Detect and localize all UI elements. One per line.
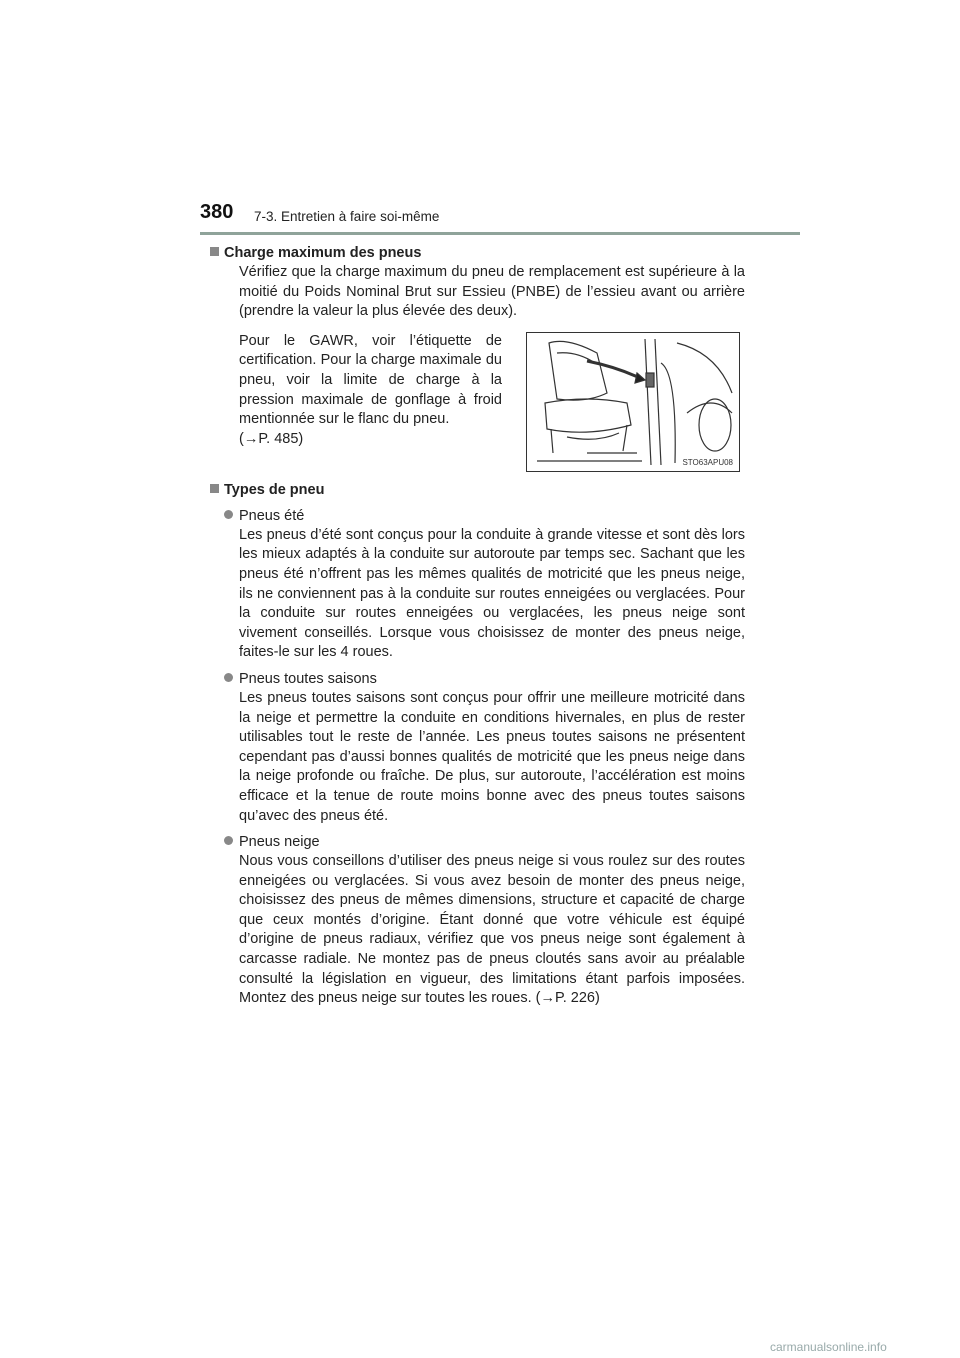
certification-label-illustration <box>526 332 740 472</box>
heading-text: Types de pneu <box>224 481 325 498</box>
header-divider <box>200 232 800 235</box>
paragraph-pneus-ete: Les pneus d’été sont conçus pour la conduite à grande vitesse et sont dès lors les mieux adaptés à la conduite sur autoroute par temps sec. Sachant que les pneus été n’offrent pas les mêmes qualités de motricité que les pneus neige, ils ne conviennent pas à la conduite sur routes enneigées ou verglacées. Pour la conduite sur routes enneigées ou verglacées, les pneus neige sont vivement conseillés. Lorsque vous choisissez de monter des pneus neige, faites-le sur les 4 roues. <box>239 526 745 661</box>
figure-block <box>210 332 745 480</box>
gawr-text: Pour le GAWR, voir l’étiquette de certification. Pour la charge maximale du pneu, voir la limite de charge à la pression maximale de gonflage à froid mentionnée sur le flanc du pneu. <box>239 332 502 428</box>
square-bullet-icon <box>210 247 219 256</box>
paragraph-pneus-neige: Nous vous conseillons d’utiliser des pneus neige si vous roulez sur des routes enneigées ou verglacées. Si vous avez besoin de monter des pneus neige, choisissez des pneus de mêmes dimensions, structure et capacité de charge que ceux montés d’origine. Étant donné que votre véhicule est équipé d’origine de pneus radiaux, vérifiez que vos pneus neige sont également à carcasse radiale. Ne montez pas de pneus cloutés sans avoir au préalable consulté la législation en vigueur, des limitations étant parfois imposées. Montez des pneus neige sur toutes les roues. (→P. 226) <box>239 853 745 1007</box>
heading-charge-maximum <box>210 243 745 263</box>
paragraph-pneus-toutes-saisons: Les pneus toutes saisons sont conçus pour offrir une meilleure motricité dans la neige et permettre la conduite en conditions hivernales, en plus de rester utilisables tout le reste de l’année. Les pneus toutes saisons ne présentent cependant pas d’aussi bonnes qualités de motricité que les pneus neige dans la neige profonde ou fraîche. De plus, sur autoroute, l’accélération est moins efficace et la tenue de route moins bonne avec des pneus toutes saisons qu’avec des pneus été. <box>239 689 745 824</box>
bullet-title: Pneus neige <box>239 834 320 851</box>
circle-bullet-icon <box>224 510 233 519</box>
heading-types-de-pneu <box>210 480 745 500</box>
car-door-pillar-drawing <box>527 333 738 470</box>
paragraph-gawr <box>239 332 502 450</box>
bullet-pneus-neige <box>224 832 745 852</box>
watermark: carmanualsonline.info <box>770 1340 887 1354</box>
bullet-pneus-toutes-saisons <box>224 669 745 689</box>
circle-bullet-icon <box>224 673 233 682</box>
bullet-title: Pneus toutes saisons <box>239 670 377 687</box>
figure-code: STO63APU08 <box>682 457 733 467</box>
page-number: 380 <box>200 201 234 223</box>
circle-bullet-icon <box>224 836 233 845</box>
bullet-title: Pneus été <box>239 507 305 524</box>
bullet-pneus-ete <box>224 506 745 526</box>
section-title: 7-3. Entretien à faire soi-même <box>254 209 440 224</box>
square-bullet-icon <box>210 484 219 493</box>
page-reference: (→P. 485) <box>239 430 304 447</box>
page-content <box>210 243 745 1009</box>
heading-text: Charge maximum des pneus <box>224 245 422 261</box>
paragraph-charge-maximum: Vérifiez que la charge maximum du pneu de remplacement est supérieure à la moitié du Poids Nominal Brut sur Essieu (PNBE) de l’essieu avant ou arrière (prendre la valeur la plus élevée des deux). <box>239 264 745 320</box>
